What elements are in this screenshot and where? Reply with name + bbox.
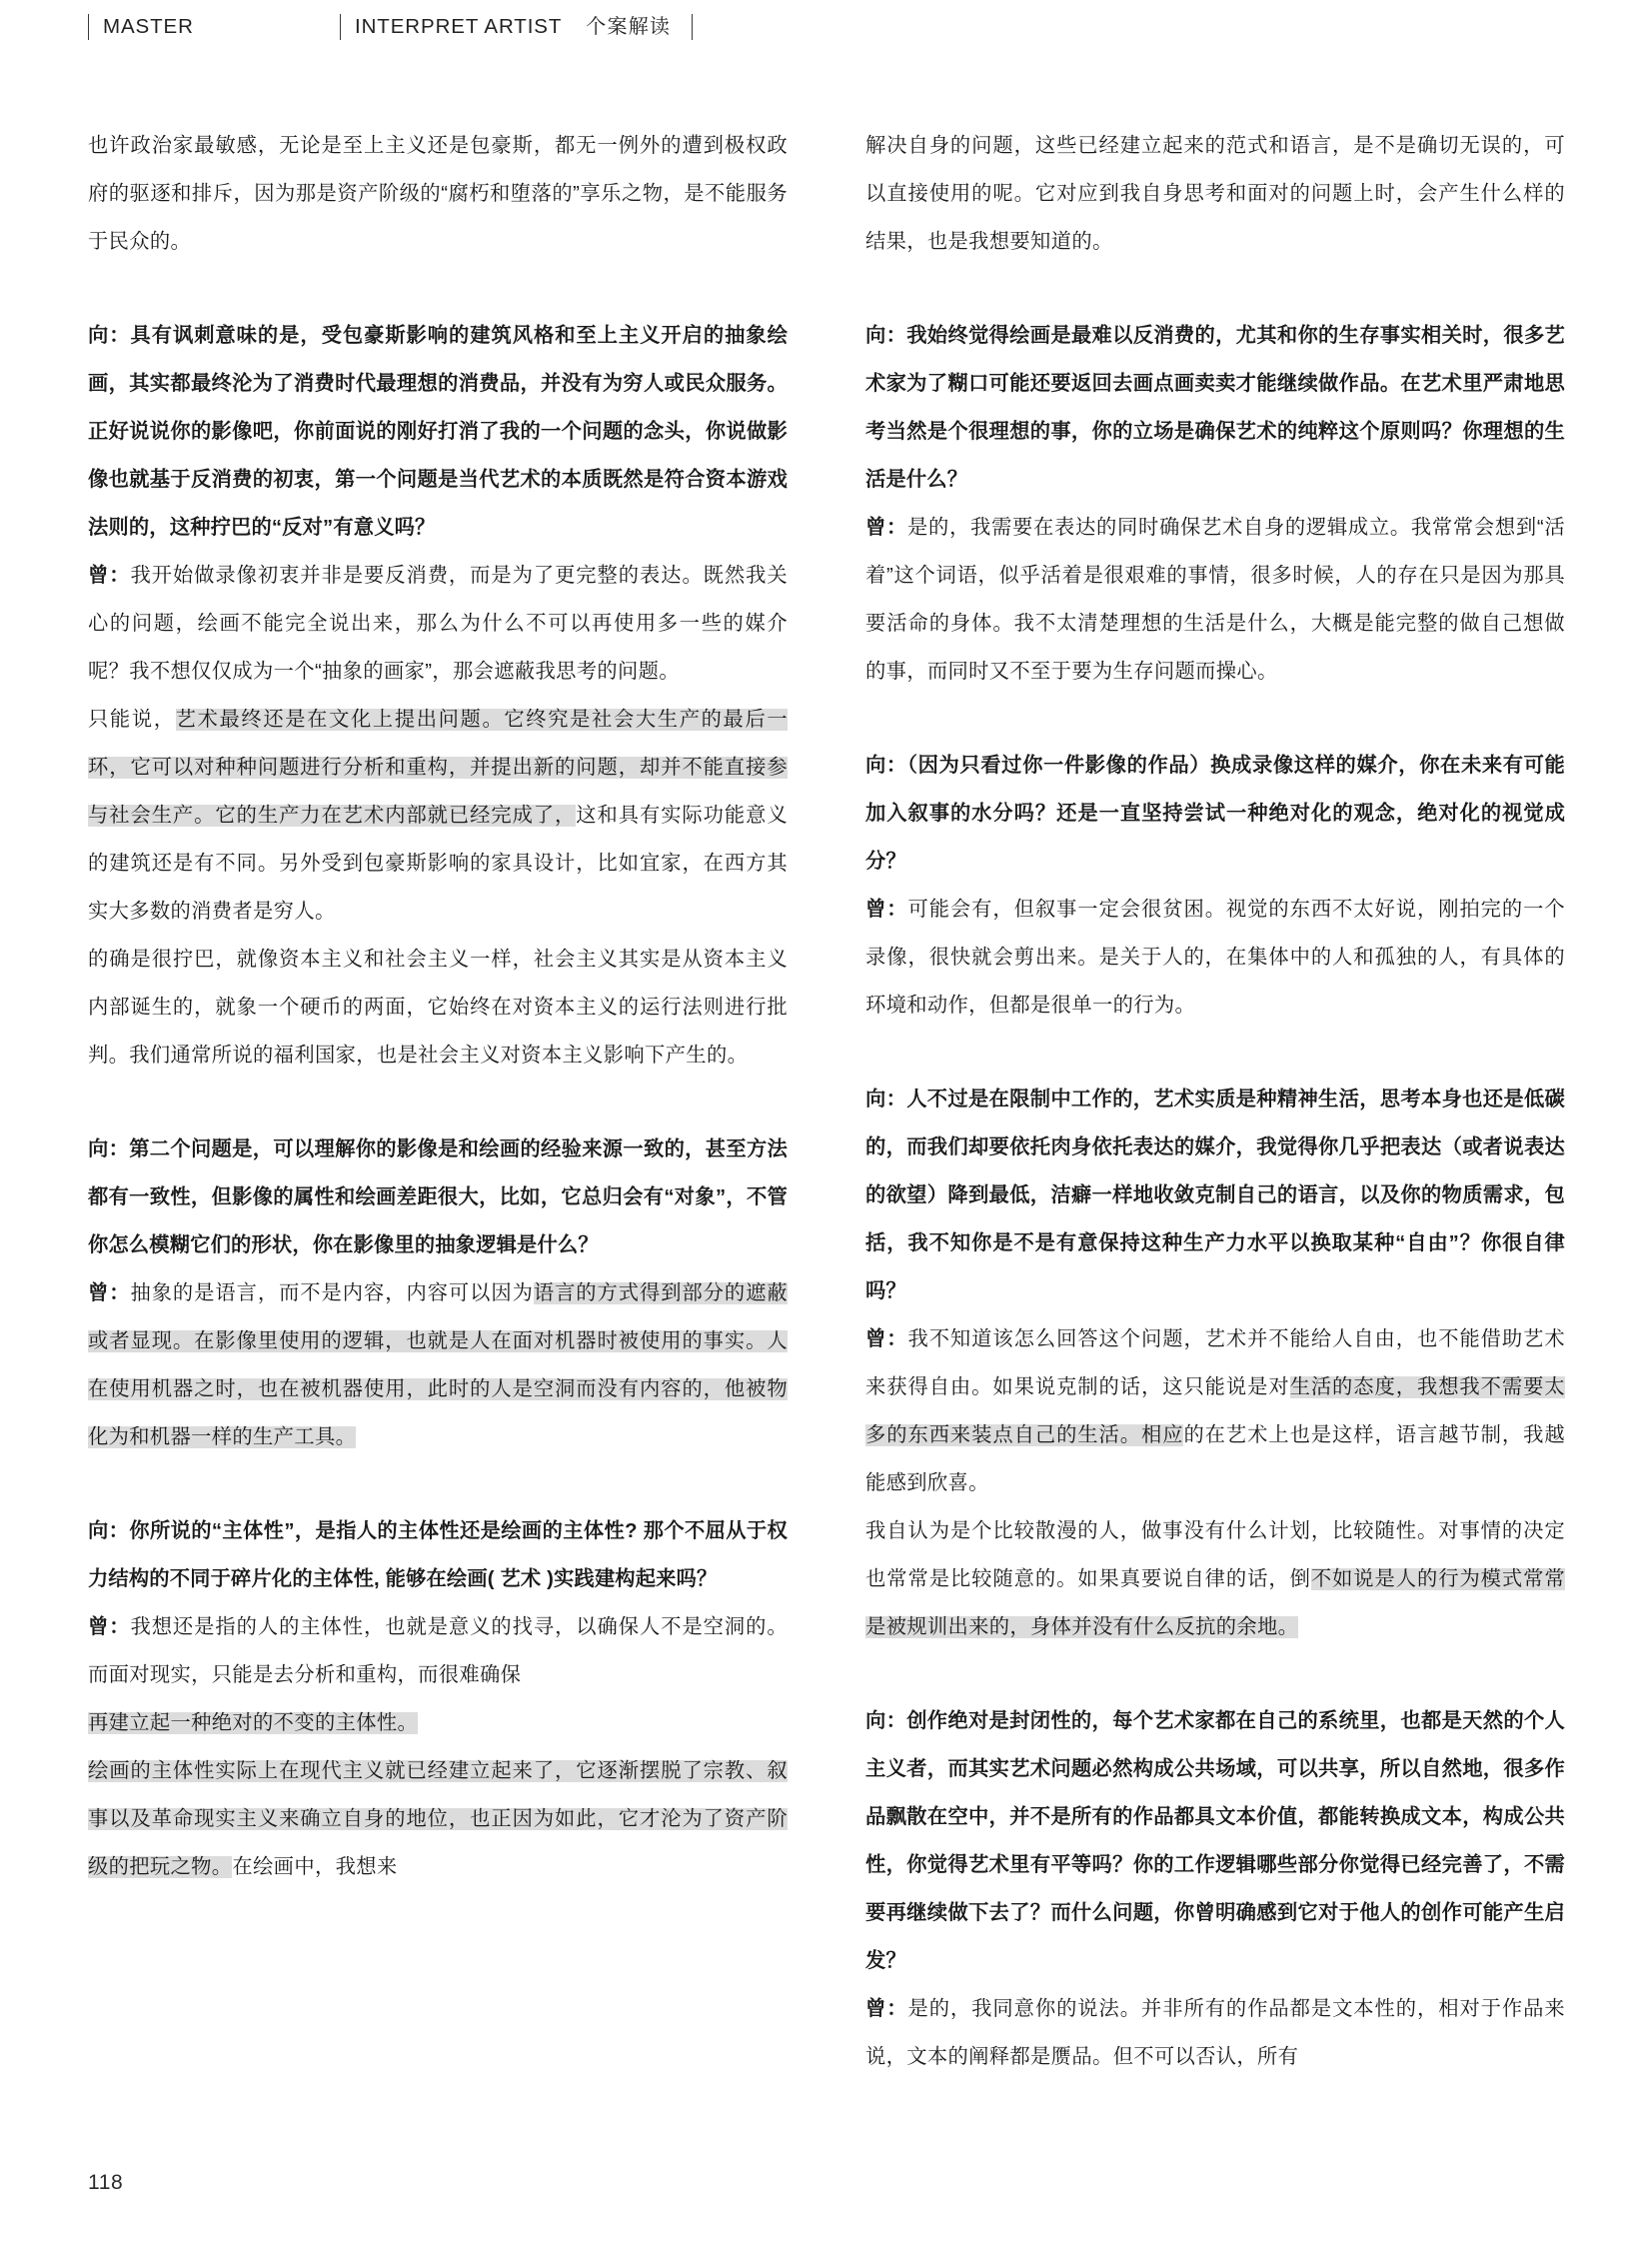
question-paragraph (88, 312, 788, 552)
answer-paragraph (865, 886, 1565, 1030)
header-master-label: MASTER (103, 15, 194, 38)
speaker-label-interviewer: 向： (865, 1089, 907, 1111)
highlighted-text: 绘画的主体性实际上在现代主义就已经建立起来了，它逐渐摆脱了宗教、叙事以及革命现实主义来确立自身的地位，也正因为如此，它才沦为了资产阶级的把玩之物。 (88, 1760, 788, 1878)
paragraph-spacer (88, 266, 788, 312)
answer-text-lead: 抽象的是语言，而不是内容，内容可以因为 (130, 1282, 534, 1304)
paragraph-spacer (865, 266, 1565, 312)
vertical-rule-icon (340, 14, 341, 40)
speaker-label-interviewer: 向： (88, 1138, 130, 1160)
speaker-label-interviewer: 向： (865, 755, 907, 777)
highlighted-text: 语言的方式得到部分的遮蔽或者显现。在影像里使用的逻辑，也就是人在面对机器时被使用的事实。人在使用机器之时，也在被机器使用，此时的人是空洞而没有内容的，他被物化为和机器一样的生产工具。 (88, 1282, 789, 1448)
header-section-group (340, 14, 671, 40)
answer-text-tail: 这和具有实际功能意义的建筑还是有不同。另外受到包豪斯影响的家具设计，比如宜家，在西方其实大多数的消费者是穷人。 (88, 805, 788, 923)
paragraph-spacer (865, 1651, 1565, 1697)
question-text: 第二个问题是，可以理解你的影像是和绘画的经验来源一致的，甚至方法都有一致性，但影像的属性和绘画差距很大，比如，它总归会有“对象”，不管你怎么模糊它们的形状，你在影像里的抽象逻辑是什么？ (88, 1138, 788, 1256)
question-text: 具有讽刺意味的是，受包豪斯影响的建筑风格和至上主义开启的抽象绘画，其实都最终沦为了消费时代最理想的消费品，并没有为穷人或民众服务。正好说说你的影像吧，你前面说的刚好打消了我的一个问题的念头，你说做影像也就基于反消费的初衷，第一个问题是当代艺术的本质既然是符合资本游戏法则的，这种拧巴的“反对”有意义吗？ (88, 325, 788, 539)
header-end-group (692, 14, 693, 46)
paragraph-spacer (865, 696, 1565, 742)
question-text: （因为只看过你一件影像的作品）换成录像这样的媒介，你在未来有可能加入叙事的水分吗？还是一直坚持尝试一种绝对化的观念，绝对化的视觉成分？ (865, 755, 1565, 873)
speaker-label-respondent: 曾： (865, 1328, 908, 1350)
paragraph-spacer (88, 1461, 788, 1507)
running-header (0, 0, 1652, 62)
question-text: 我始终觉得绘画是最难以反消费的，尤其和你的生存事实相关时，很多艺术家为了糊口可能还要返回去画点画卖卖才能继续做作品。在艺术里严肃地思考当然是个很理想的事，你的立场是确保艺术的纯粹这个原则吗？你理想的生活是什么？ (865, 325, 1565, 491)
speaker-label-interviewer: 向： (865, 1710, 907, 1732)
highlighted-text: 再建立起一种绝对的不变的主体性。 (88, 1712, 419, 1734)
vertical-rule-icon (692, 14, 693, 40)
question-paragraph (88, 1507, 788, 1603)
answer-text-tail: 的在艺术上也是这样，语言越节制，我越能感到欣喜。 (865, 1424, 1565, 1494)
speaker-label-interviewer: 向： (88, 325, 131, 347)
answer-paragraph (865, 504, 1565, 696)
answer-paragraph-highlighted (88, 1747, 788, 1891)
paragraph-continued (88, 122, 788, 266)
answer-text-tail: 在绘画中，我想来 (232, 1856, 398, 1878)
question-paragraph (865, 1697, 1565, 1985)
question-paragraph (865, 312, 1565, 504)
question-paragraph (865, 742, 1565, 886)
answer-text: 我开始做录像初衷并非是要反消费，而是为了更完整的表达。既然我关心的问题，绘画不能完全说出来，那么为什么不可以再使用多一些的媒介呢？我不想仅仅成为一个“抽象的画家”，那会遮蔽我思考的问题。 (88, 565, 788, 683)
question-text: 人不过是在限制中工作的，艺术实质是种精神生活，思考本身也还是低碳的，而我们却要依托肉身依托表达的媒介，我觉得你几乎把表达（或者说表达的欲望）降到最低，洁癖一样地收敛克制自己的语言，以及你的物质需求，包括，我不知你是不是有意保持这种生产力水平以换取某种“自由”？你很自律吗？ (865, 1089, 1565, 1302)
page-number: 118 (88, 2171, 124, 2194)
question-text: 创作绝对是封闭性的，每个艺术家都在自己的系统里，也都是天然的个人主义者，而其实艺术问题必然构成公共场域，可以共享，所以自然地，很多作品飘散在空中，并不是所有的作品都具文本价值，都能转换成文本，构成公共性，你觉得艺术里有平等吗？你的工作逻辑哪些部分你觉得已经完善了，不需要再继续做下去了？而什么问题，你曾明确感到它对于他人的创作可能产生启发？ (865, 1710, 1565, 1972)
answer-paragraph (88, 552, 788, 696)
speaker-label-respondent: 曾： (88, 1616, 131, 1638)
answer-paragraph (88, 936, 788, 1080)
answer-text: 可能会有，但叙事一定会很贫困。视觉的东西不太好说，刚拍完的一个录像，很快就会剪出来。是关于人的，在集体中的人和孤独的人，有具体的环境和动作，但都是很单一的行为。 (865, 899, 1565, 1017)
answer-text-lead: 我不知道该怎么回答这个问题，艺术并不能给人自由，也不能借助艺术来获得自由。如果说克制的话，这只能说是对 (865, 1328, 1565, 1398)
header-section-cjk-label: 个案解读 (586, 16, 672, 38)
speaker-label-respondent: 曾： (865, 1998, 908, 2020)
answer-paragraph-highlighted (865, 1315, 1565, 1507)
answer-paragraph-highlighted (88, 1269, 788, 1461)
speaker-label-respondent: 曾： (88, 1282, 131, 1304)
vertical-rule-icon (88, 14, 89, 40)
answer-paragraph (88, 1603, 788, 1699)
article-body (88, 122, 1565, 2081)
paragraph-text: 解决自身的问题，这些已经建立起来的范式和语言，是不是确切无误的，可以直接使用的呢。它对应到我自身思考和面对的问题上时，会产生什么样的结果，也是我想要知道的。 (865, 135, 1565, 253)
paragraph-text: 也许政治家最敏感，无论是至上主义还是包豪斯，都无一例外的遭到极权政府的驱逐和排斥，因为那是资产阶级的“腐朽和堕落的”享乐之物，是不能服务于民众的。 (88, 135, 788, 253)
left-column (88, 122, 788, 2081)
right-column (865, 122, 1565, 2081)
question-paragraph (88, 1125, 788, 1269)
question-paragraph (865, 1076, 1565, 1315)
highlighted-text: 不如说是人的行为模式常常是被规训出来的，身体并没有什么反抗的余地。 (865, 1568, 1566, 1638)
highlighted-text: 艺术最终还是在文化上提出问题。它终究是社会大生产的最后一环，它可以对种种问题进行分析和重构，并提出新的问题，却并不能直接参与社会生产。它的生产力在艺术内部就已经完成了， (88, 709, 788, 827)
header-master-group (88, 14, 194, 40)
paragraph-spacer (88, 1080, 788, 1125)
paragraph-continued (865, 122, 1565, 266)
answer-text: 的确是很拧巴，就像资本主义和社会主义一样，社会主义其实是从资本主义内部诞生的，就象一个硬币的两面，它始终在对资本主义的运行法则进行批判。我们通常所说的福利国家，也是社会主义对资本主义影响下产生的。 (88, 949, 788, 1067)
answer-paragraph-highlighted (88, 1699, 788, 1747)
answer-text: 我想还是指的人的主体性，也就是意义的找寻，以确保人不是空洞的。而面对现实，只能是去分析和重构，而很难确保 (88, 1616, 788, 1686)
speaker-label-respondent: 曾： (865, 517, 907, 539)
answer-text: 是的，我同意你的说法。并非所有的作品都是文本性的，相对于作品来说，文本的阐释都是赝品。但不可以否认，所有 (865, 1998, 1565, 2068)
speaker-label-respondent: 曾： (865, 899, 908, 921)
question-text: 你所说的“主体性”，是指人的主体性还是绘画的主体性? 那个不屈从于权力结构的不同于碎片化的主体性, 能够在绘画( 艺术 )实践建构起来吗？ (88, 1520, 788, 1590)
answer-paragraph (865, 1985, 1565, 2081)
answer-paragraph-highlighted (865, 1507, 1565, 1651)
answer-text-lead: 只能说， (88, 709, 176, 731)
answer-text-lead: 我自认为是个比较散漫的人，做事没有什么计划，比较随性。对事情的决定也常常是比较随意的。如果真要说自律的话，倒 (865, 1520, 1565, 1590)
answer-text: 是的，我需要在表达的同时确保艺术自身的逻辑成立。我常常会想到“活着”这个词语，似乎活着是很艰难的事情，很多时候，人的存在只是因为那具要活命的身体。我不太清楚理想的生活是什么，大概是能完整的做自己想做的事，而同时又不至于要为生存问题而操心。 (865, 517, 1565, 683)
paragraph-spacer (865, 1030, 1565, 1076)
header-section-latin-label: INTERPRET ARTIST (355, 15, 563, 38)
speaker-label-interviewer: 向： (865, 325, 907, 347)
speaker-label-interviewer: 向： (88, 1520, 130, 1542)
answer-paragraph-highlighted (88, 696, 788, 936)
speaker-label-respondent: 曾： (88, 565, 131, 587)
highlighted-text: 生活的态度，我想我不需要太多的东西来装点自己的生活。相应 (865, 1376, 1565, 1446)
